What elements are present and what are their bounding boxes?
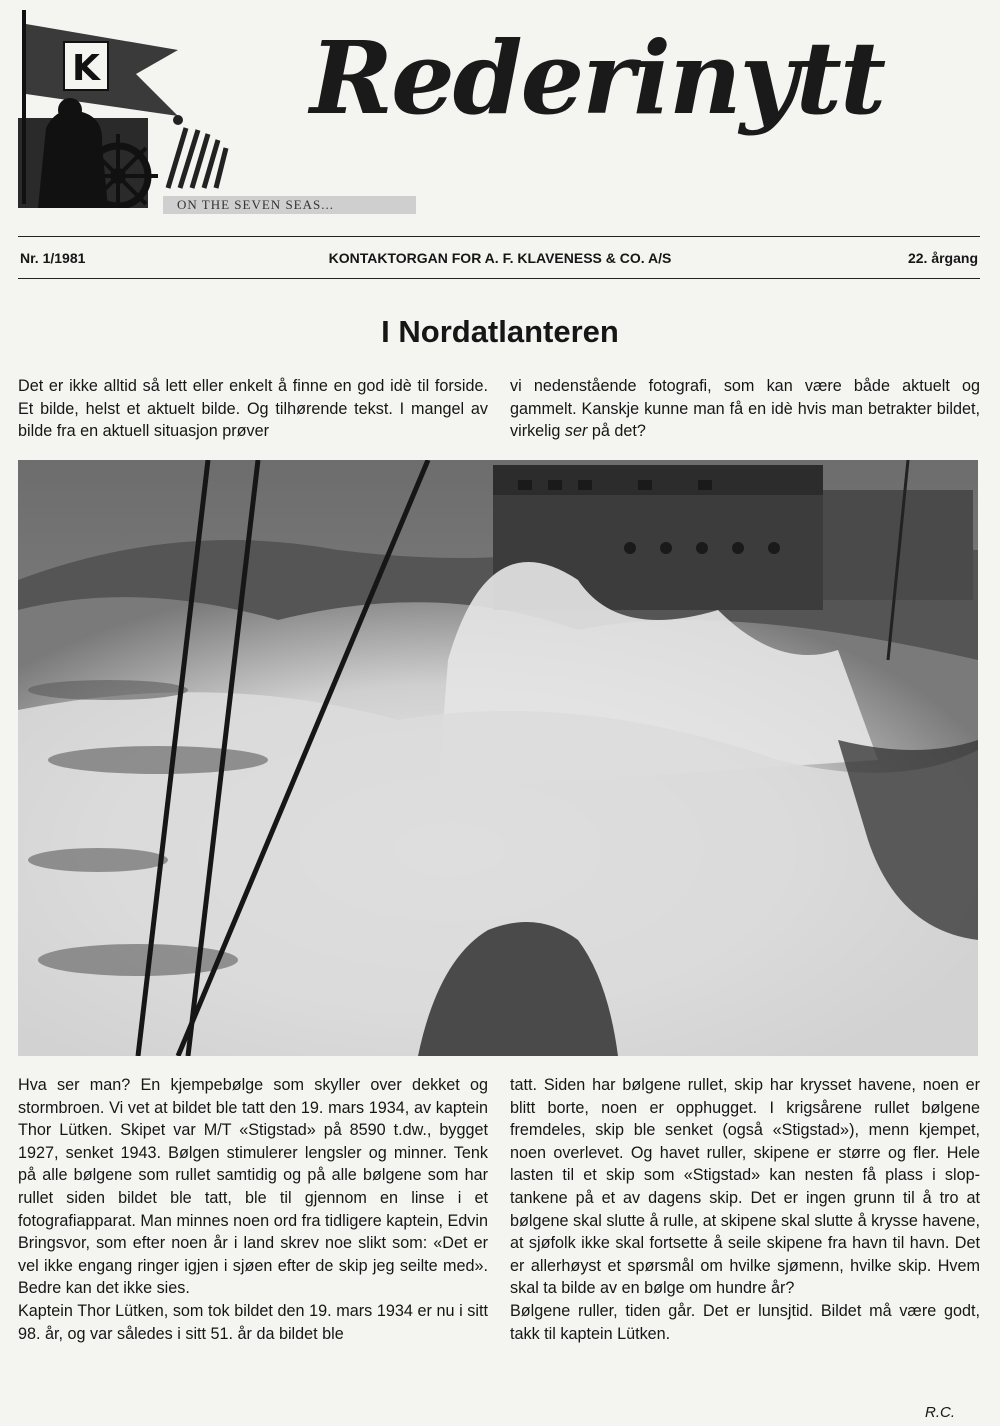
- top-rule: [18, 236, 980, 237]
- bottom-rule: [18, 278, 980, 279]
- intro-right-text: vi nedenstående fotografi, som kan være både aktuelt og gammelt. Kanskje kunne man få en idè hvis man betrakter bildet, virkelig ser på det?: [510, 377, 980, 441]
- issue-number: Nr. 1/1981: [20, 250, 86, 266]
- intro-right-column: [510, 375, 980, 443]
- body-left-paragraph-1: Hva ser man? En kjempebølge som skyller over dekket og stormbroen. Vi vet at bildet ble tatt den 19. mars 1934, av kaptein Thor Lütken. Skipet var M/T «Stigstad» på 8590 t.dw., bygget 1927, senket 1943. Bølgen stimulerer lengsler og minner. Tenk på alle bølgene som rullet samtidig og på alle bølgene som har rullet siden bildet ble tatt, ble til gjennom en linse i et fotografiapparat. Man minnes noen ord fra tidligere kaptein, Edvin Bringsvor, som efter noen år i land skrev noe slikt som: «Det er vel ikke engang ringer igjen i sjøen efter de skip jeg seilte med». Bedre kan det ikke sies.: [18, 1076, 488, 1298]
- volume-label: 22. årgang: [907, 250, 978, 266]
- body-left-column: [18, 1074, 488, 1345]
- masthead: [0, 0, 1000, 235]
- article-headline: I Nordatlanteren: [381, 314, 619, 349]
- body-left-paragraph-2: Kaptein Thor Lütken, som tok bildet den 19. mars 1934 er nu i sitt 98. år, og var således i sitt 51. år da bildet ble: [18, 1301, 488, 1343]
- publication-title: Rederinytt: [310, 19, 885, 137]
- body-right-paragraph-1: tatt. Siden har bølgene rullet, skip har krysset havene, noen er blitt borte, noen er opphugget. I krigsårene rullet bølgene fremdeles, skip ble senket (også «Stigstad»), menn kjempet, noen overlevet. Og havet ruller, skipene er større og fler. Hele lasten til et skip som «Stigstad» kan nesten få plass i slop-tankene på et av dagens skip. Det er ingen grunn til å tro at bølgene skal slutte å rulle, at skipene skal slutte å krysse havene, at sjøfolk ikke skal fortsette å seile skipene fra havn til havn. Det er allerhøyst et spørsmål om hvilke sjømenn, hvilke skip. Hvem skal ta bilde av en bølge om hundre år?: [510, 1076, 980, 1298]
- emphasis-ser: ser: [564, 422, 588, 441]
- author-signature: R.C.: [925, 1404, 955, 1421]
- publisher-line: KONTAKTORGAN FOR A. F. KLAVENESS & CO. A/S: [328, 250, 672, 266]
- intro-left-text: Det er ikke alltid så lett eller enkelt å finne en god idè til forside. Et bilde, helst et aktuelt bilde. Og tilhørende tekst. I mangel av bilde fra en aktuell situasjon prøver: [18, 377, 488, 441]
- storm-wave-photograph: [18, 460, 978, 1056]
- tagline-banner: ON THE SEVEN SEAS...: [163, 196, 416, 214]
- intro-left-column: [18, 375, 488, 443]
- body-right-column: [510, 1074, 980, 1345]
- body-right-paragraph-2: Bølgene ruller, tiden går. Det er lunsjtid. Bildet må være godt, takk til kaptein Lütken.: [510, 1301, 980, 1343]
- flag-letter: K: [72, 48, 100, 89]
